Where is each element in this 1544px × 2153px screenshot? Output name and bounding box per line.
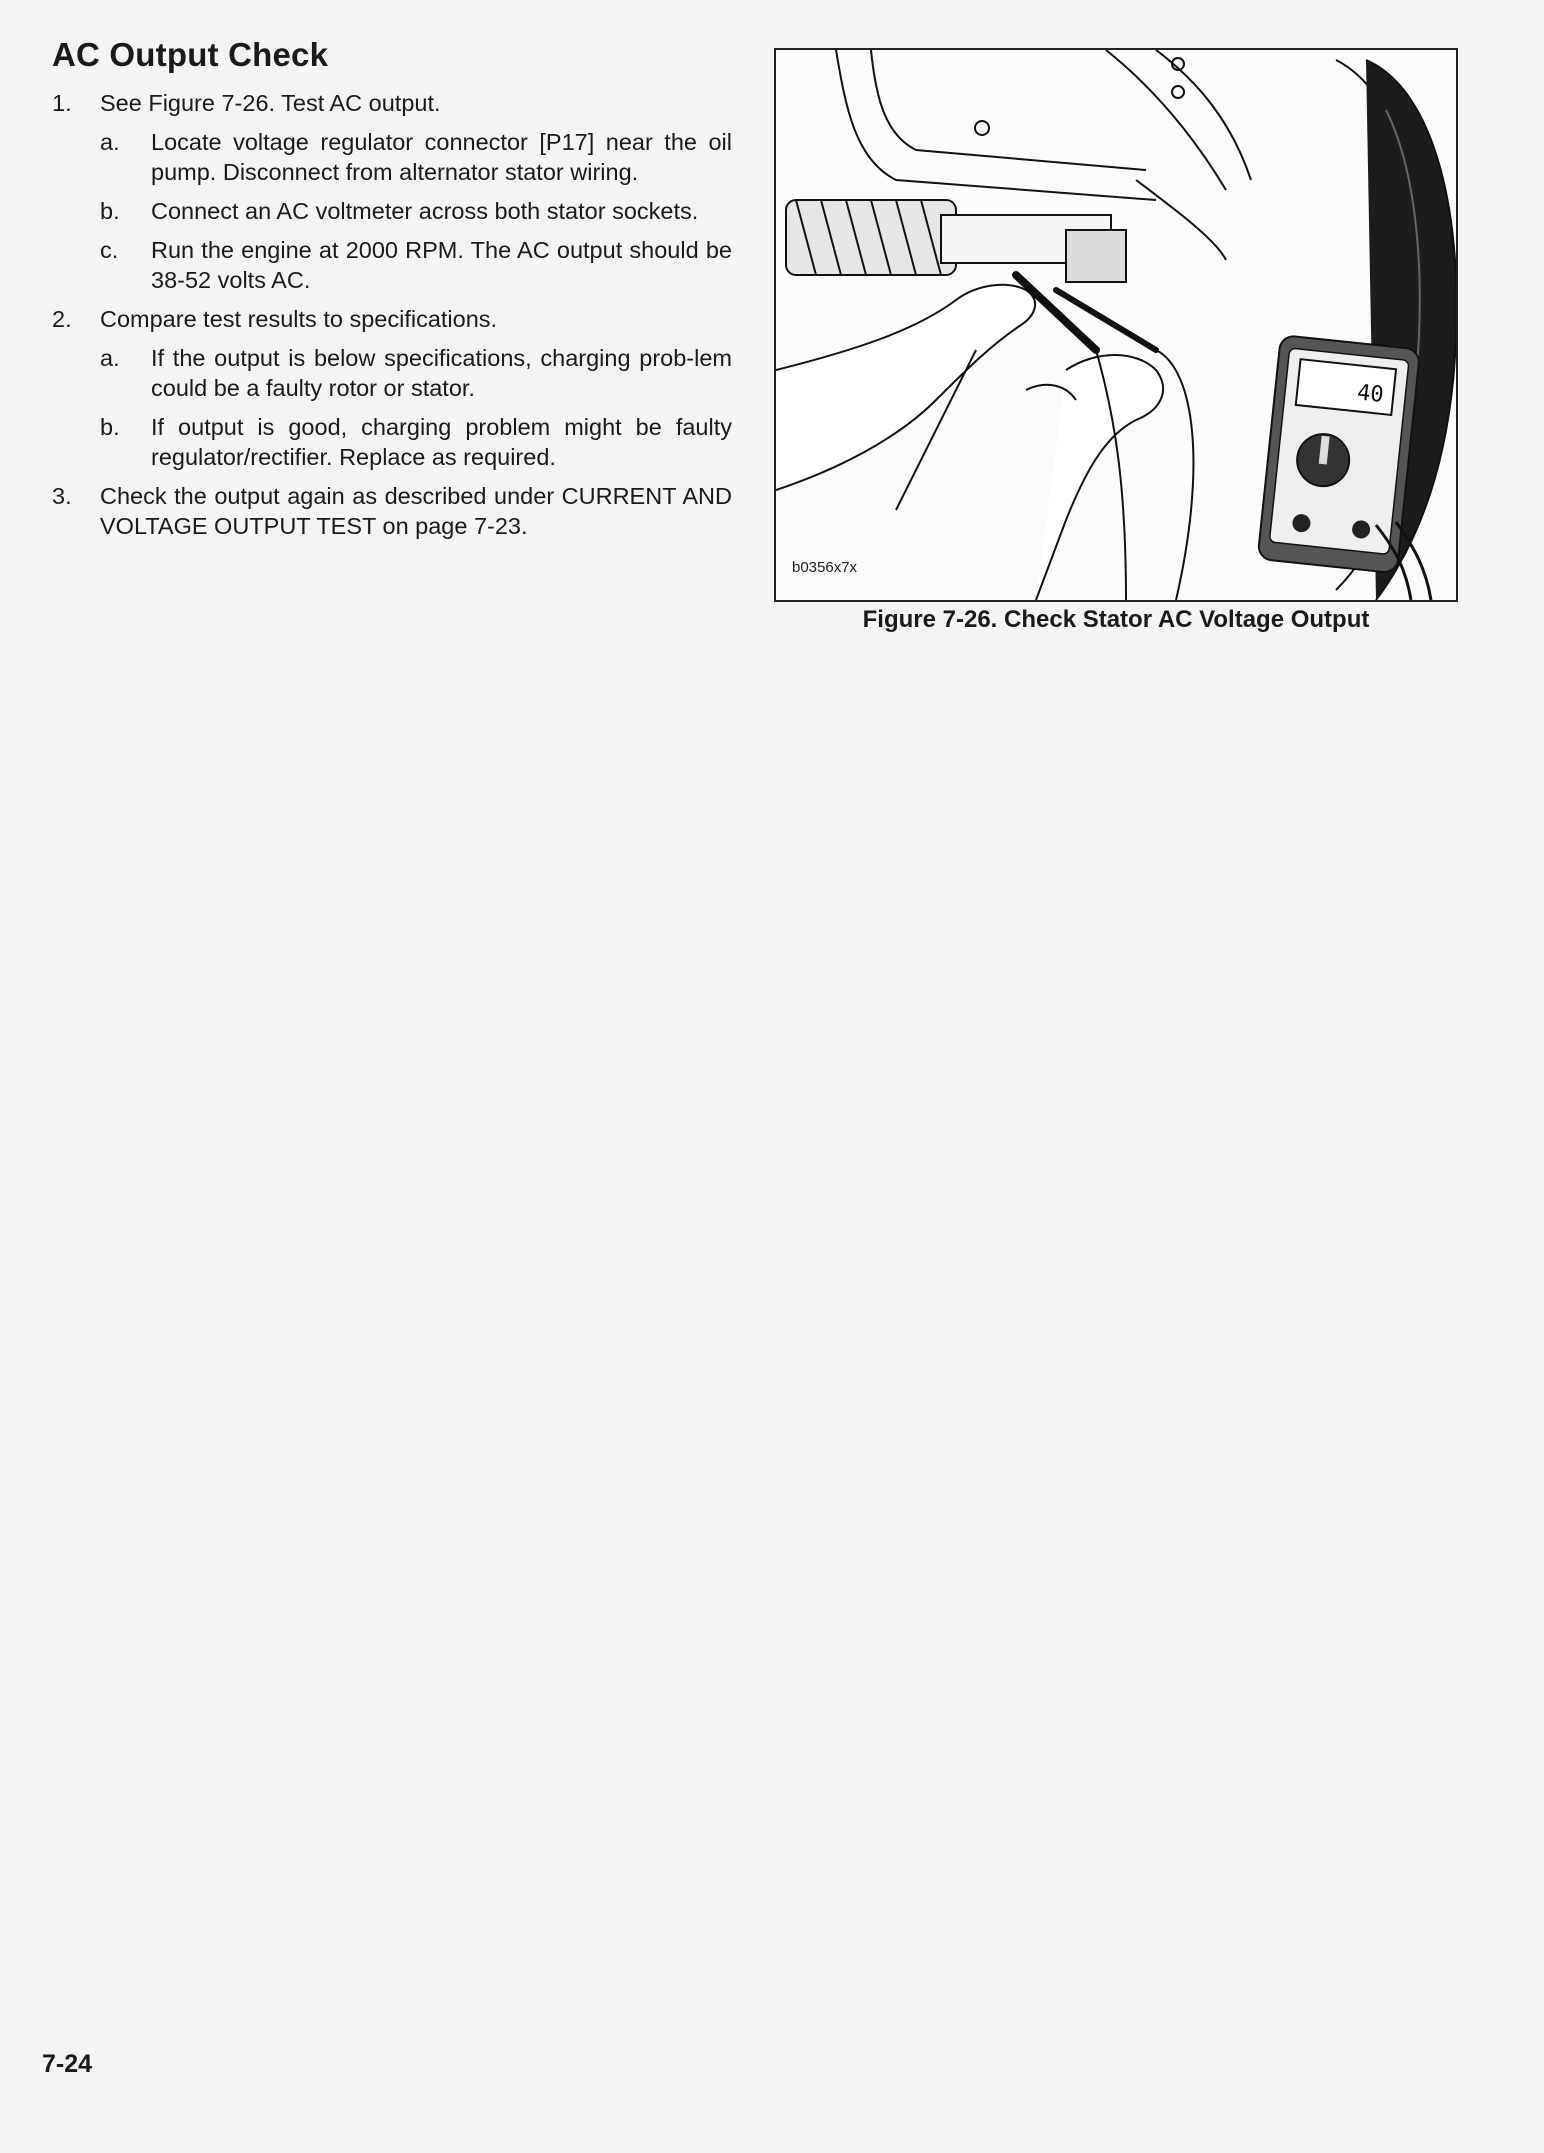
substep-letter: a. <box>100 129 120 155</box>
substep-letter: a. <box>100 345 120 371</box>
substep-text: If output is good, charging problem might be faulty regulator/rectifier. Replace as required. <box>151 414 732 470</box>
substep-letter: b. <box>100 198 120 224</box>
step-3 <box>52 481 732 541</box>
step-text: See Figure 7-26. Test AC output. <box>100 90 441 116</box>
meter-display: 40 <box>1355 380 1385 408</box>
step-text: Check the output again as described under CURRENT AND VOLTAGE OUTPUT TEST on page 7-23. <box>100 483 732 539</box>
substep-text: If the output is below specifications, charging prob-lem could be a faulty rotor or stator. <box>151 345 732 401</box>
stator-test-illustration <box>776 50 1456 600</box>
section-title: AC Output Check <box>52 36 329 73</box>
page-number: 7-24 <box>42 2050 93 2078</box>
figure-id-label: b0356x7x <box>792 559 858 576</box>
substep-1a <box>100 127 732 187</box>
substep-1c <box>100 235 732 295</box>
step-2 <box>52 304 732 334</box>
substep-text: Run the engine at 2000 RPM. The AC output should be 38-52 volts AC. <box>151 237 732 293</box>
step-number: 3. <box>52 483 72 509</box>
procedure-column <box>52 36 732 550</box>
substep-1b <box>100 196 732 226</box>
substep-letter: c. <box>100 237 119 263</box>
figure-illustration <box>774 48 1458 602</box>
substep-text: Connect an AC voltmeter across both stator sockets. <box>151 198 699 224</box>
figure-caption: Figure 7-26. Check Stator AC Voltage Output <box>862 606 1370 633</box>
substep-text: Locate voltage regulator connector [P17] near the oil pump. Disconnect from alternator stator wiring. <box>151 129 732 185</box>
step-1 <box>52 88 732 118</box>
step-number: 2. <box>52 306 72 332</box>
substep-letter: b. <box>100 414 120 440</box>
substep-2a <box>100 343 732 403</box>
step-text: Compare test results to specifications. <box>100 306 498 332</box>
step-number: 1. <box>52 90 72 116</box>
substep-2b <box>100 412 732 472</box>
